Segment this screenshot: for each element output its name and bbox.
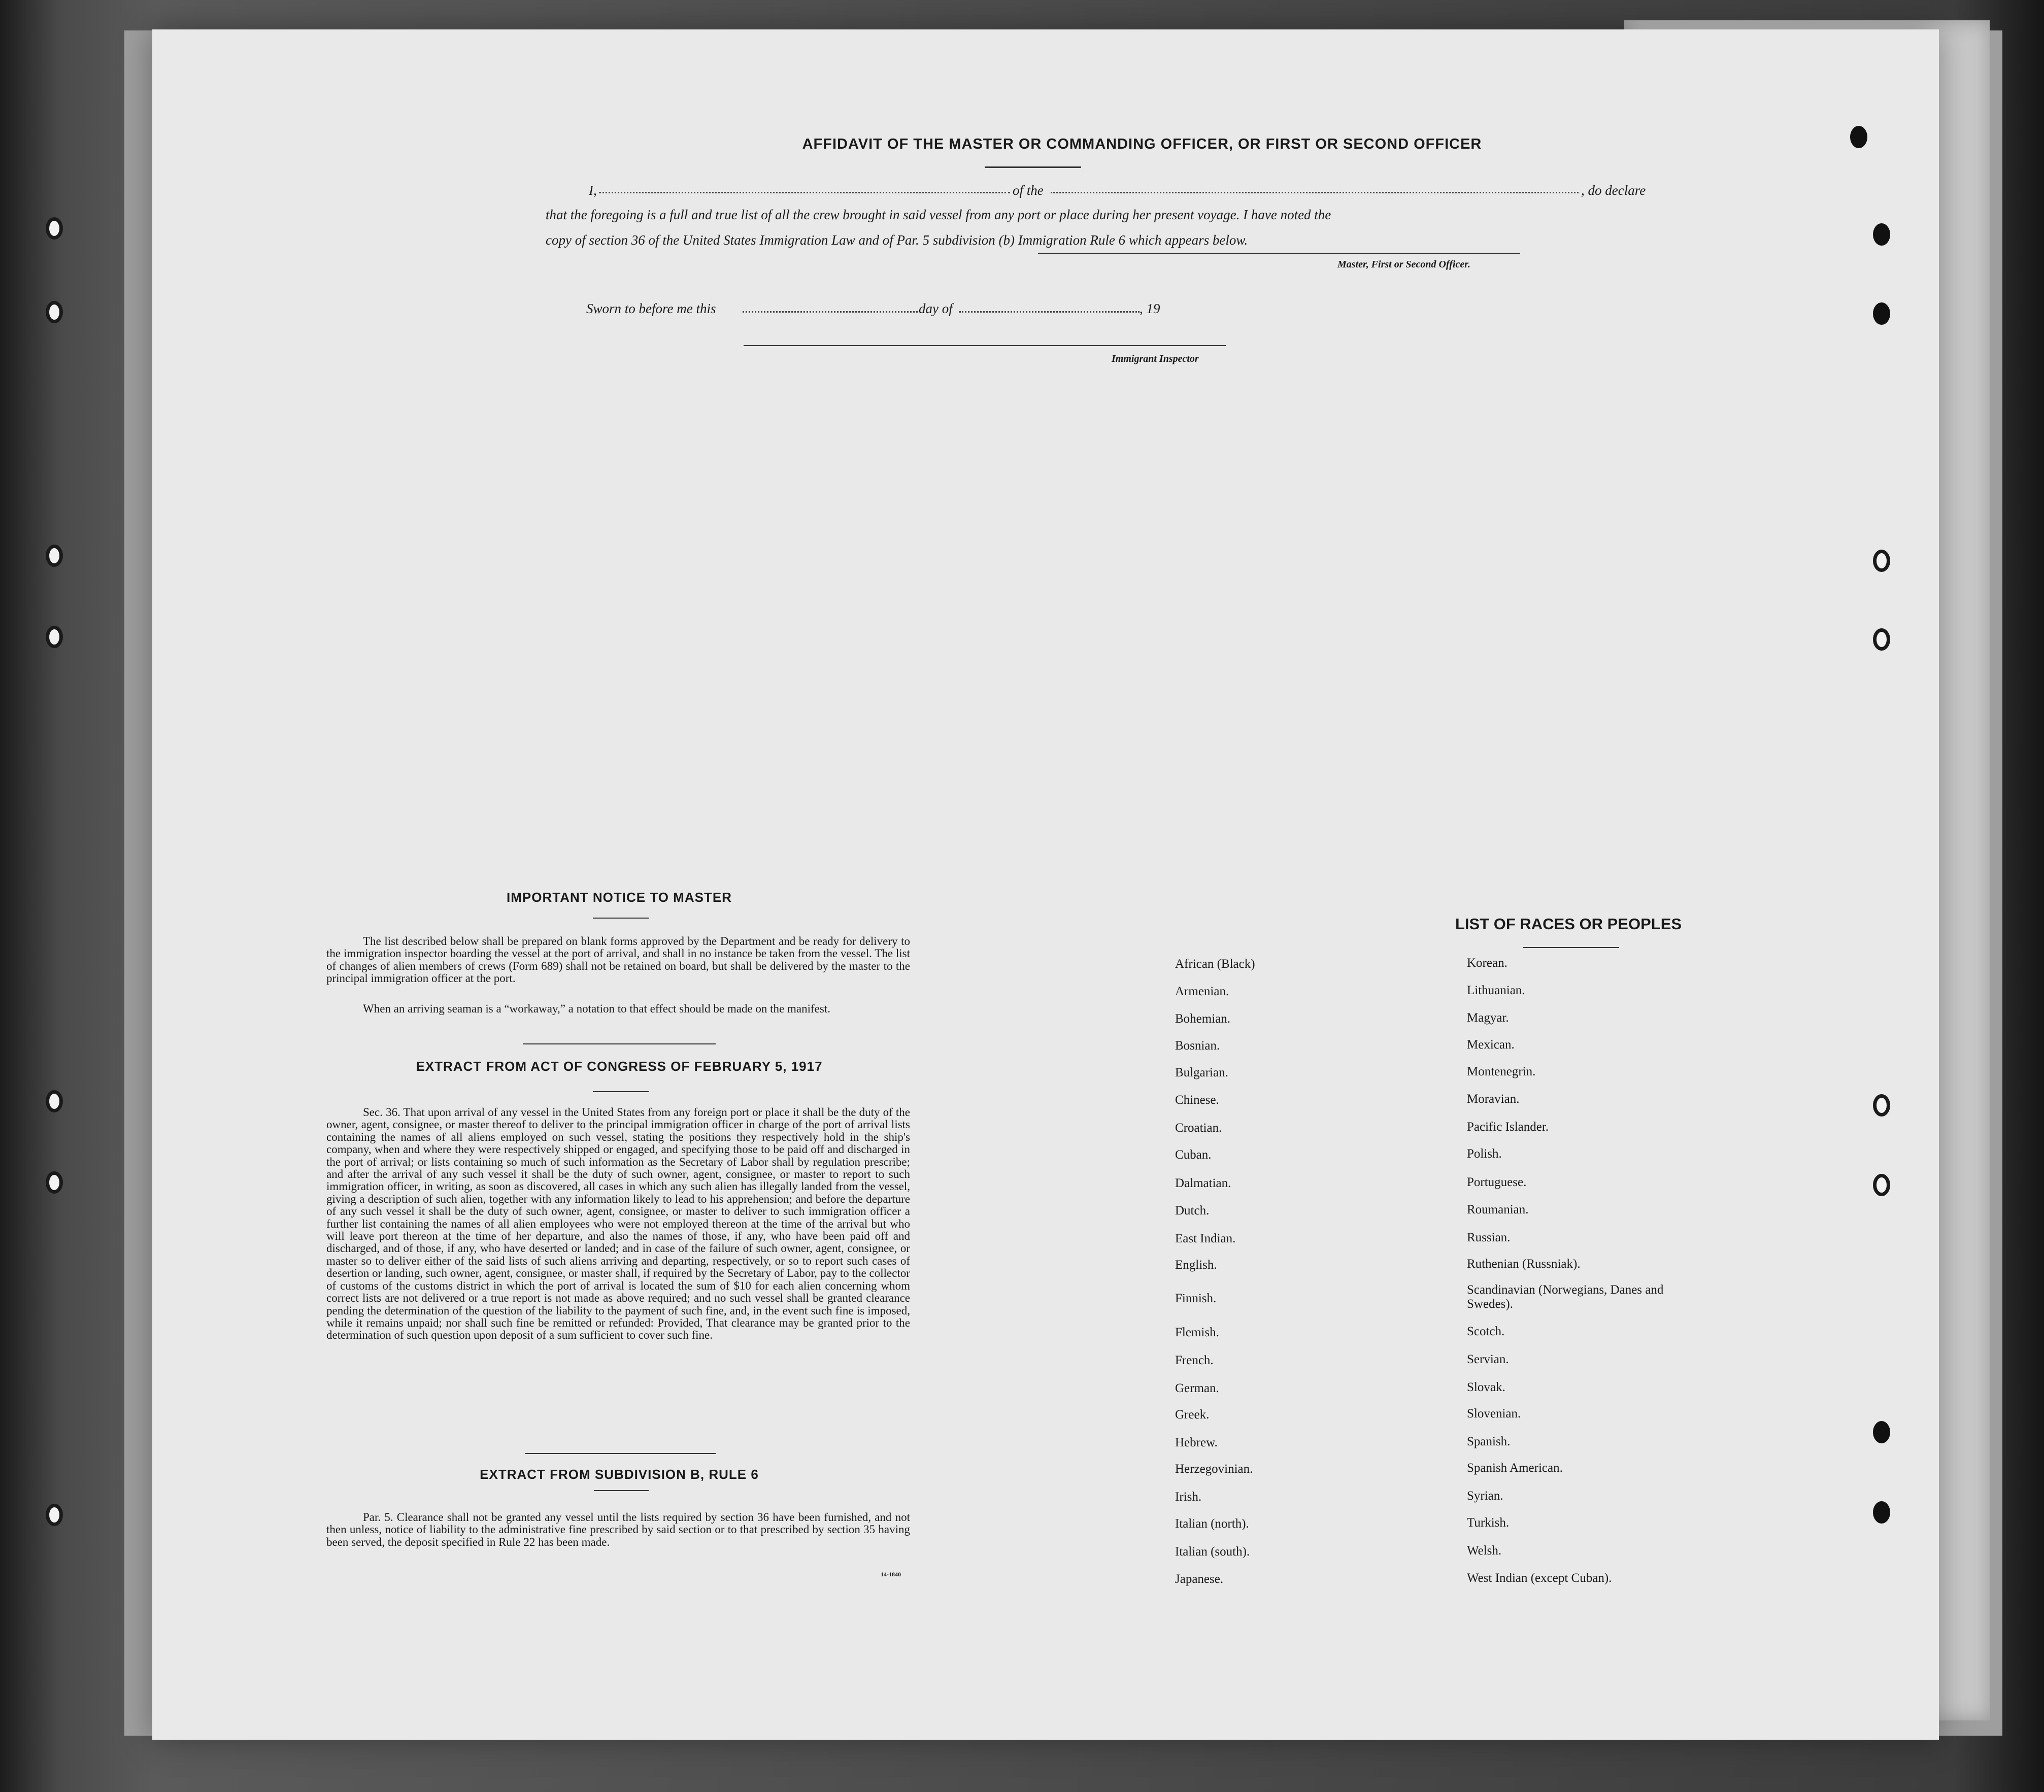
race-item: French.	[1175, 1354, 1214, 1367]
binder-hole-icon	[1873, 1421, 1890, 1443]
race-item: Bosnian.	[1175, 1039, 1220, 1053]
binder-hole-icon	[46, 301, 63, 323]
race-item: Spanish American.	[1467, 1461, 1563, 1475]
sworn-day-blank	[743, 311, 918, 313]
act-text: Sec. 36. That upon arrival of any vessel in the United States from any foreign port or place it shall be the duty of the owner, agent, consignee, or master thereof to deliver to the principal immigration officer in charge of the port of arrival lists containing the names of all aliens employed on such vessel, stating the positions they respectively hold in the ship's company, when and where they were respectively shipped or engaged, and specifying those to be paid off and discharged in the port of arrival; or lists containing so much of such information as the Secretary of Labor shall by regulation prescribe; and after the arrival of any such vessel it shall be the duty of such owner, agent, consignee, or master to report to such immigration officer, in writing, as soon as discovered, all cases in which any such alien has illegally landed from the vessel, giving a description of such alien, together with any information likely to lead to his apprehension; and before the departure of any such vessel it shall be the duty of such owner, agent, consignee, or master to deliver to such immigration officer a further list containing the names of all alien employees who were not employed thereon at the time of the arrival but who will leave port thereon at the time of her departure, and also the names of those, if any, who have been paid off and discharged, and of those, if any, who have deserted or landed; and in case of the failure of such owner, agent, consignee, or master so to deliver either of the said lists of such aliens arriving and departing, respectively, or so to report such cases of desertion or landing, such owner, agent, consignee, or master shall, if required by the Secretary of Labor, pay to the collector of customs of the customs district in which the port of arrival is located the sum of $10 for each alien concerning whom correct lists are not delivered or a true report is not made as above required; and no such vessel shall be granted clearance pending the determination of the question of the liability to the payment of such fine, and, in the event such fine is imposed, while it remains unpaid; nor shall such fine be remitted or refunded: Provided, That clearance may be granted prior to the determination of such question upon deposit of a sum sufficient to cover such fine.	[326, 1106, 910, 1342]
name-blank	[599, 192, 1010, 193]
race-item: Slovak.	[1467, 1380, 1505, 1394]
race-item: Pacific Islander.	[1467, 1120, 1549, 1134]
manifest-page	[152, 29, 1939, 1740]
affidavit-line-3: copy of section 36 of the United States Immigration Law and of Par. 5 subdivision (b) Immigration Rule 6 which appears below.	[546, 232, 1248, 248]
rule6-title: EXTRACT FROM SUBDIVISION B, RULE 6	[480, 1467, 759, 1482]
race-item: Armenian.	[1175, 985, 1229, 998]
race-item: Polish.	[1467, 1147, 1502, 1161]
affidavit-title: AFFIDAVIT OF THE MASTER OR COMMANDING OFFICER, OR FIRST OR SECOND OFFICER	[802, 136, 1482, 152]
title-underline	[985, 166, 1081, 168]
notice-paragraph-2: When an arriving seaman is a “workaway,” a notation to that effect should be made on the manifest.	[363, 1002, 830, 1015]
binder-hole-icon	[1873, 223, 1890, 246]
race-item: Japanese.	[1175, 1572, 1224, 1586]
race-item: Scotch.	[1467, 1325, 1505, 1338]
sworn-month-blank	[959, 311, 1140, 313]
form-code: 14-1840	[881, 1571, 901, 1578]
inspector-signature-line	[744, 345, 1226, 346]
race-item: African (Black)	[1175, 957, 1255, 971]
race-item: Chinese.	[1175, 1093, 1219, 1107]
affidavit-of-the: of the	[1013, 183, 1044, 198]
race-item: Spanish.	[1467, 1435, 1511, 1448]
race-item: Welsh.	[1467, 1544, 1502, 1558]
race-item: Italian (north).	[1175, 1517, 1249, 1531]
notice-paragraph-1: The list described below shall be prepared on blank forms approved by the Department and be ready for delivery to the immigration inspector boarding the vessel at the port of arrival, and shall in no instance be taken from the vessel. The list of changes of alien members of crews (Form 689) shall not be retained on board, but shall be delivered by the master to the principal immigration officer at the port.	[326, 935, 910, 985]
vessel-blank	[1051, 192, 1579, 193]
race-item: Cuban.	[1175, 1148, 1212, 1162]
master-signature-caption: Master, First or Second Officer.	[1337, 259, 1470, 270]
binder-hole-icon	[1873, 1501, 1890, 1524]
act-title: EXTRACT FROM ACT OF CONGRESS OF FEBRUARY 5, 1917	[416, 1059, 823, 1074]
section-divider	[523, 1043, 716, 1044]
race-item: Scandinavian (Norwegians, Danes and Swedes).	[1467, 1283, 1664, 1311]
race-item: Ruthenian (Russniak).	[1467, 1257, 1581, 1271]
race-item: Dutch.	[1175, 1204, 1210, 1218]
race-item: Finnish.	[1175, 1292, 1217, 1305]
race-item: English.	[1175, 1258, 1217, 1272]
races-underline	[1523, 947, 1619, 948]
race-item: Irish.	[1175, 1490, 1202, 1504]
race-item: Magyar.	[1467, 1011, 1509, 1025]
binder-hole-icon	[46, 217, 63, 240]
race-item: Herzegovinian.	[1175, 1462, 1253, 1476]
rule6-underline	[594, 1490, 649, 1491]
race-item: East Indian.	[1175, 1232, 1236, 1245]
race-item: Russian.	[1467, 1231, 1511, 1244]
binder-hole-icon	[1873, 1174, 1890, 1196]
notice-title: IMPORTANT NOTICE TO MASTER	[507, 890, 732, 905]
race-item: Korean.	[1467, 956, 1507, 970]
race-item: Mexican.	[1467, 1038, 1515, 1052]
notice-underline	[593, 918, 649, 919]
race-item: Roumanian.	[1467, 1203, 1529, 1216]
race-item: Montenegrin.	[1467, 1065, 1536, 1078]
section-divider-2	[525, 1453, 716, 1454]
affidavit-declare: , do declare	[1581, 183, 1646, 198]
affidavit-line-2: that the foregoing is a full and true list of all the crew brought in said vessel from any port or place during her present voyage. I have noted the	[546, 207, 1331, 222]
race-item: Dalmatian.	[1175, 1176, 1231, 1190]
race-item: Hebrew.	[1175, 1436, 1218, 1449]
affidavit-i: I,	[589, 183, 597, 198]
master-signature-line	[1038, 253, 1520, 254]
race-item: Croatian.	[1175, 1121, 1222, 1135]
inspector-caption: Immigrant Inspector	[1112, 353, 1199, 364]
binder-hole-icon	[1873, 628, 1890, 651]
race-item: West Indian (except Cuban).	[1467, 1571, 1612, 1585]
binder-hole-icon	[46, 1171, 63, 1194]
race-item: Portuguese.	[1467, 1175, 1527, 1189]
affidavit-line-1	[589, 178, 597, 203]
race-item: German.	[1175, 1381, 1219, 1395]
race-item: Bohemian.	[1175, 1012, 1231, 1026]
rule6-text: Par. 5. Clearance shall not be granted any vessel until the lists required by section 36 have been furnished, and not then unless, notice of liability to the administrative fine prescribed by said section or to that prescribed by section 35 having been served, the deposit specified in Rule 22 has been made.	[326, 1511, 910, 1548]
binder-hole-icon	[1873, 1094, 1890, 1117]
race-item: Servian.	[1467, 1353, 1509, 1366]
sworn-year: , 19	[1140, 301, 1160, 316]
races-title: LIST OF RACES OR PEOPLES	[1455, 915, 1682, 933]
binder-hole-icon	[1873, 302, 1890, 325]
binder-hole-icon	[46, 626, 63, 648]
binder-hole-icon	[1850, 126, 1867, 148]
race-item: Bulgarian.	[1175, 1066, 1228, 1079]
race-item: Flemish.	[1175, 1326, 1219, 1339]
race-item: Lithuanian.	[1467, 984, 1525, 997]
race-item: Greek.	[1175, 1408, 1210, 1422]
race-item: Turkish.	[1467, 1516, 1510, 1530]
act-underline	[593, 1091, 649, 1092]
race-item: Italian (south).	[1175, 1545, 1250, 1559]
sworn-prefix: Sworn to before me this	[586, 301, 716, 316]
race-item: Syrian.	[1467, 1489, 1503, 1503]
race-item: Moravian.	[1467, 1092, 1520, 1106]
binder-hole-icon	[1873, 550, 1890, 572]
binder-hole-icon	[46, 1504, 63, 1526]
sworn-day-of: day of	[919, 301, 953, 316]
race-item: Slovenian.	[1467, 1407, 1521, 1421]
binder-hole-icon	[46, 545, 63, 567]
binder-hole-icon	[46, 1090, 63, 1112]
